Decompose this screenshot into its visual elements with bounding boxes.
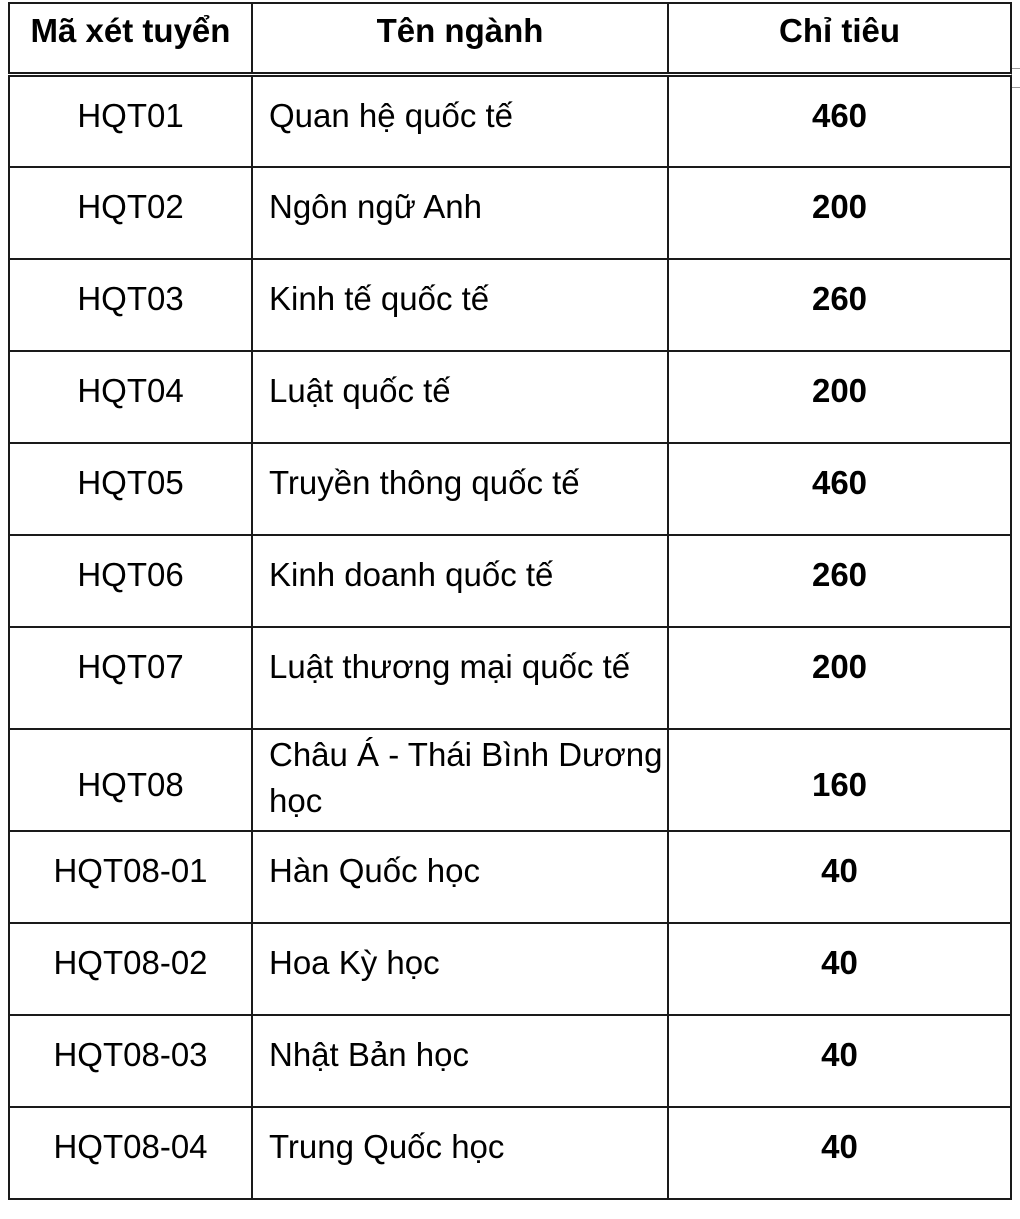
cell-code: HQT08 — [9, 729, 252, 831]
table-row — [9, 535, 1011, 627]
cell-name: Hoa Kỳ học — [252, 923, 668, 1015]
cell-code: HQT07 — [9, 627, 252, 729]
cell-code: HQT03 — [9, 259, 252, 351]
table-row — [9, 443, 1011, 535]
cell-code: HQT08-02 — [9, 923, 252, 1015]
cell-quota: 200 — [668, 351, 1011, 443]
cell-quota: 260 — [668, 535, 1011, 627]
table-body — [9, 75, 1011, 1199]
cell-name: Hàn Quốc học — [252, 831, 668, 923]
cell-code: HQT08-03 — [9, 1015, 252, 1107]
table-row — [9, 351, 1011, 443]
cell-code: HQT08-04 — [9, 1107, 252, 1199]
cell-quota: 460 — [668, 443, 1011, 535]
cell-quota: 40 — [668, 831, 1011, 923]
admission-quota-table — [8, 2, 1012, 1200]
cell-name: Quan hệ quốc tế — [252, 75, 668, 167]
cell-quota: 160 — [668, 729, 1011, 831]
cell-code: HQT02 — [9, 167, 252, 259]
table-row — [9, 923, 1011, 1015]
table-header — [9, 3, 1011, 75]
cell-quota: 40 — [668, 1107, 1011, 1199]
table-row — [9, 831, 1011, 923]
cell-name: Ngôn ngữ Anh — [252, 167, 668, 259]
table-row — [9, 1107, 1011, 1199]
cell-quota: 260 — [668, 259, 1011, 351]
cell-code: HQT06 — [9, 535, 252, 627]
table-row — [9, 167, 1011, 259]
cell-name: Kinh doanh quốc tế — [252, 535, 668, 627]
table-row — [9, 75, 1011, 167]
cell-code: HQT01 — [9, 75, 252, 167]
cell-code: HQT04 — [9, 351, 252, 443]
cell-name: Luật quốc tế — [252, 351, 668, 443]
cell-code: HQT08-01 — [9, 831, 252, 923]
table-row — [9, 259, 1011, 351]
cell-name: Châu Á - Thái Bình Dương học — [252, 729, 668, 831]
table-row — [9, 1015, 1011, 1107]
cell-name: Truyền thông quốc tế — [252, 443, 668, 535]
cell-name: Luật thương mại quốc tế — [252, 627, 668, 729]
header-name: Tên ngành — [252, 3, 668, 75]
header-quota: Chỉ tiêu — [668, 3, 1011, 75]
cell-quota: 460 — [668, 75, 1011, 167]
header-code: Mã xét tuyển — [9, 3, 252, 75]
cell-quota: 200 — [668, 167, 1011, 259]
header-row — [9, 3, 1011, 75]
table-row — [9, 627, 1011, 729]
cell-name: Trung Quốc học — [252, 1107, 668, 1199]
cell-name: Nhật Bản học — [252, 1015, 668, 1107]
table-row — [9, 729, 1011, 831]
cell-quota: 40 — [668, 1015, 1011, 1107]
page-edge-marker — [1011, 68, 1020, 88]
cell-code: HQT05 — [9, 443, 252, 535]
cell-quota: 40 — [668, 923, 1011, 1015]
cell-name: Kinh tế quốc tế — [252, 259, 668, 351]
cell-quota: 200 — [668, 627, 1011, 729]
